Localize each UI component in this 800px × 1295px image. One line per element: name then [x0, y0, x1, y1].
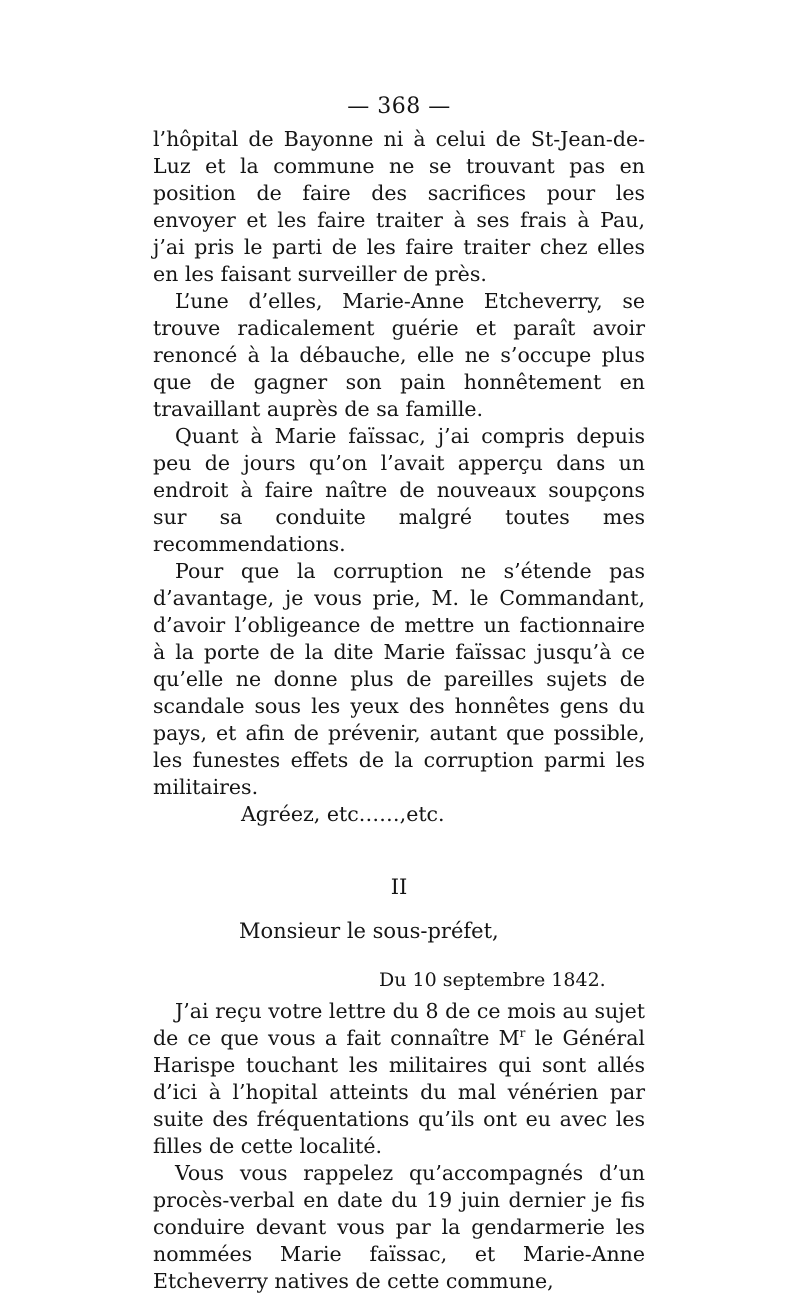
paragraph: Pour que la corruption ne s’étende pas d’avantage, je vous prie, M. le Commandant, d’avoir l’obligeance de mettre un factionnaire à la porte de la dite Marie faïssac jusqu’à ce qu’elle ne donne plus de pareilles sujets de scandale sous les yeux des honnêtes gens du pays, et afin de prévenir, autant que possible, les funestes effets de la corruption parmi les militaires. — [153, 559, 645, 799]
closing-formula: Agréez, etc……,etc. — [241, 802, 445, 826]
paragraph — [153, 998, 645, 1160]
paragraph-text: le Général Harispe touchant les militaires qui sont allés d’ici à l’hopital atteints du mal vénérien par suite des fréquentations qu’ils ont eu avec les filles de cette localité. — [153, 1026, 645, 1158]
letter-date: Du 10 septembre 1842. — [379, 969, 606, 991]
letter-one-body — [153, 126, 645, 801]
section-heading: II — [390, 875, 408, 899]
letter-two-body — [153, 998, 645, 1295]
paragraph: Quant à Marie faïssac, j’ai compris depuis peu de jours qu’on l’avait apperçu dans un endroit à faire naître de nouveaux soupçons sur sa conduite malgré toutes mes recommendations. — [153, 424, 645, 556]
salutation: Monsieur le sous-préfet, — [239, 919, 499, 943]
paragraph: Vous vous rappelez qu’accompagnés d’un procès-verbal en date du 19 juin dernier je fis conduire devant vous par la gendarmerie les nommées Marie faïssac, et Marie-Anne Etcheverry natives de cette commune, — [153, 1161, 645, 1293]
paragraph: L’une d’elles, Marie-Anne Etcheverry, se trouve radicalement guérie et paraît avoir renoncé à la débauche, elle ne s’occupe plus que de gagner son pain honnêtement en travaillant auprès de sa famille. — [153, 289, 645, 421]
book-page — [153, 92, 645, 1295]
paragraph: l’hôpital de Bayonne ni à celui de St-Jean-de-Luz et la commune ne se trouvant pas en position de faire des sacrifices pour les envoyer et les faire traiter à ses frais à Pau, j’ai pris le parti de les faire traiter chez elles en les faisant surveiller de près. — [153, 127, 645, 286]
paragraph-text: J’ai reçu votre lettre du 8 de ce mois au sujet de ce que vous a fait connaître M — [153, 999, 645, 1050]
superscript: r — [519, 1026, 526, 1041]
page-number: — 368 — — [347, 94, 451, 119]
